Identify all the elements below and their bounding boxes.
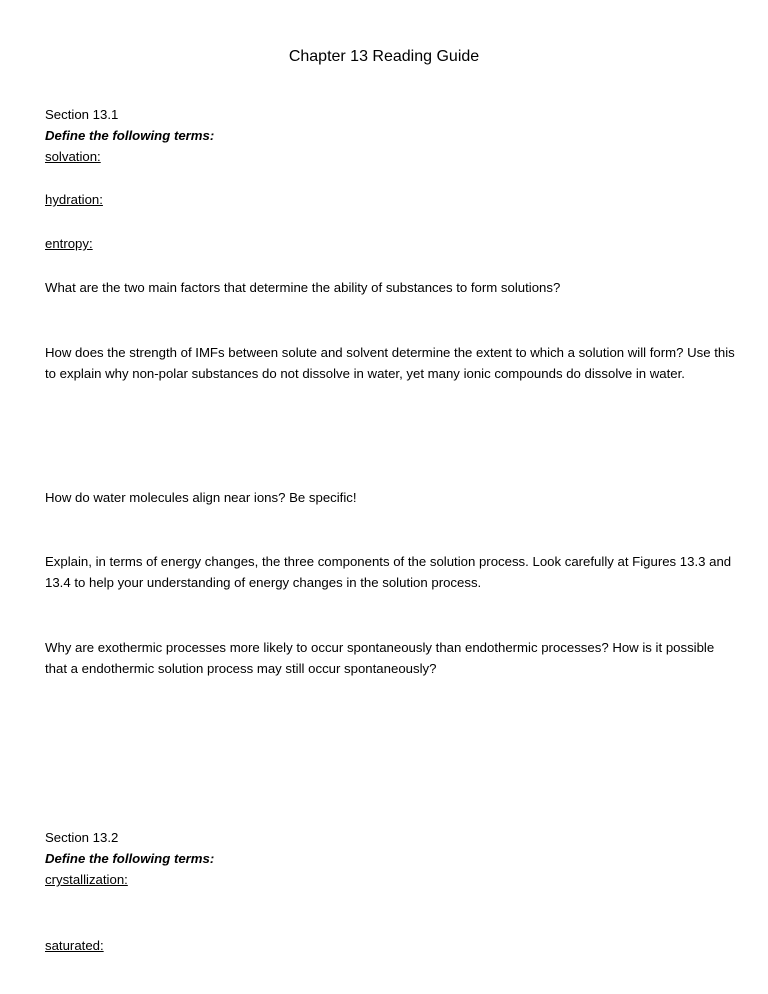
section-heading-13-2: Section 13.2 <box>45 830 119 845</box>
question-5: Why are exothermic processes more likely to occur spontaneously than endothermic processes? How is it possible that a endothermic solution process may still occur spontaneously? <box>45 640 715 676</box>
question-2: How does the strength of IMFs between solute and solvent determine the extent to which a solution will form? Use this to explain why non-polar substances do not dissolve in water, yet many ionic compounds do dissolve in water. <box>45 345 735 381</box>
term-saturated: saturated: <box>45 938 104 953</box>
question-1: What are the two main factors that determine the ability of substances to form solutions? <box>45 280 561 295</box>
define-terms-instruction-1: Define the following terms: <box>45 128 215 143</box>
question-3: How do water molecules align near ions? Be specific! <box>45 490 357 505</box>
question-4: Explain, in terms of energy changes, the three components of the solution process. Look carefully at Figures 13.3 and 13.4 to help your understanding of energy changes in the solution process. <box>45 554 732 590</box>
term-solvation: solvation: <box>45 149 101 164</box>
term-entropy: entropy: <box>45 236 93 251</box>
term-crystallization: crystallization: <box>45 872 128 887</box>
page-title: Chapter 13 Reading Guide <box>288 48 480 65</box>
term-hydration: hydration: <box>45 192 103 207</box>
section-heading-13-1: Section 13.1 <box>45 107 119 122</box>
define-terms-instruction-2: Define the following terms: <box>45 851 215 866</box>
